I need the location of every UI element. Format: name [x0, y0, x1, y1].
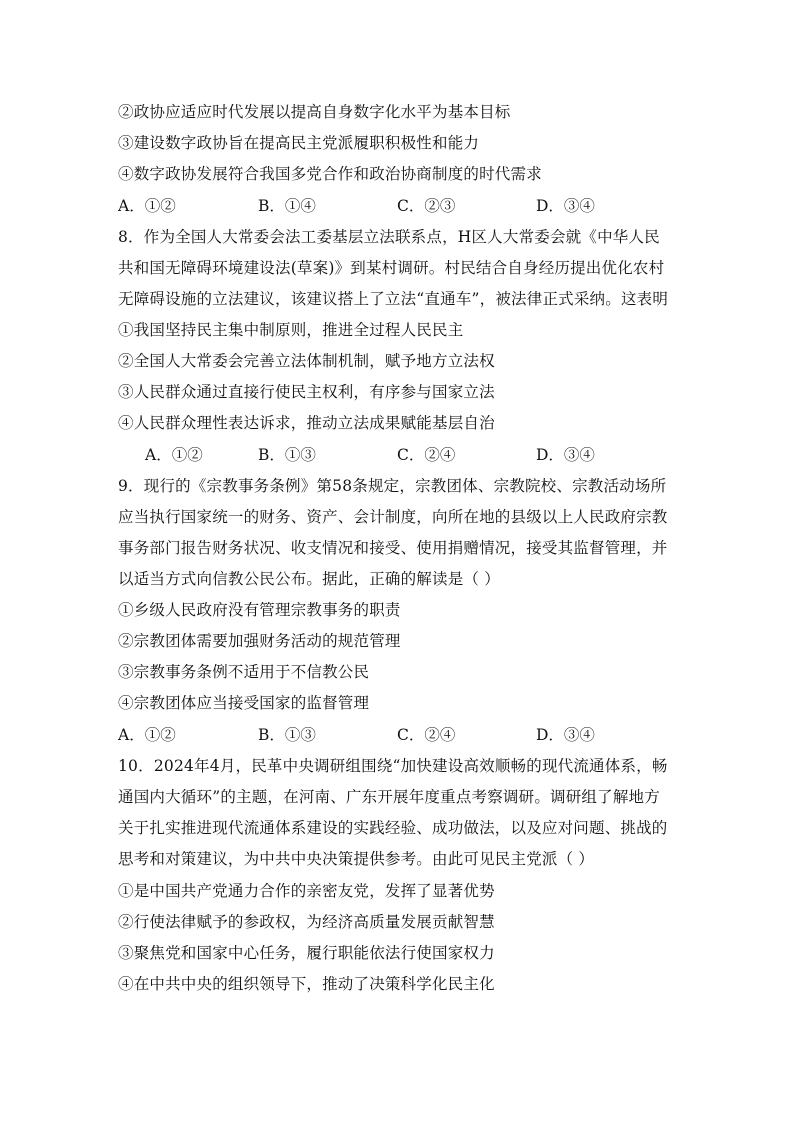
- q8-option-b: B．①③: [258, 446, 316, 464]
- q7-option-d: D．③④: [536, 197, 595, 215]
- q9-stem-line-4: 以适当方式向信教公民公布。据此，正确的解读是（ ）: [118, 570, 500, 588]
- q10-item-2: ②行使法律赋予的参政权，为经济高质量发展贡献智慧: [118, 913, 495, 931]
- q8-stem-line-3: 无障碍设施的立法建议，该建议搭上了立法“直通车”，被法律正式采纳。这表明: [118, 290, 669, 308]
- q8-option-d: D．③④: [536, 446, 595, 464]
- q10-stem-line-3: 关于扎实推进现代流通体系建设的实践经验、成功做法，以及应对问题、挑战的: [118, 819, 668, 837]
- q8-item-1: ①我国坚持民主集中制原则，推进全过程人民民主: [118, 321, 464, 339]
- q9-stem-line-3: 事务部门报告财务状况、收支情况和接受、使用捐赠情况，接受其监督管理，并: [118, 539, 668, 557]
- q9-item-3: ③宗教事务条例不适用于不信教公民: [118, 663, 370, 681]
- q9-item-1: ①乡级人民政府没有管理宗教事务的职责: [118, 601, 401, 619]
- q8-option-c: C．②④: [397, 446, 456, 464]
- q10-item-1: ①是中国共产党通力合作的亲密友党，发挥了显著优势: [118, 882, 495, 900]
- q9-stem-line-1: 9．现行的《宗教事务条例》第58条规定，宗教团体、宗教院校、宗教活动场所: [118, 477, 667, 495]
- q8-option-a: A．①②: [145, 446, 203, 464]
- q9-option-b: B．①③: [258, 726, 316, 744]
- q10-stem-line-1: 10．2024年4月，民革中央调研组围绕“加快建设高效顺畅的现代流通体系，畅: [118, 757, 668, 775]
- q8-item-4: ④人民群众理性表达诉求，推动立法成果赋能基层自治: [118, 414, 495, 432]
- q9-option-c: C．②④: [397, 726, 456, 744]
- q8-item-2: ②全国人大常委会完善立法体制机制，赋予地方立法权: [118, 352, 495, 370]
- q7-option-a: A．①②: [118, 197, 176, 215]
- q7-option-c: C．②③: [397, 197, 456, 215]
- q7-item-2: ②政协应适应时代发展以提高自身数字化水平为基本目标: [118, 103, 511, 121]
- q8-item-3: ③人民群众通过直接行使民主权利，有序参与国家立法: [118, 383, 495, 401]
- q10-stem-line-2: 通国内大循环”的主题，在河南、广东开展年度重点考察调研。调研组了解地方: [118, 788, 660, 806]
- q9-option-a: A．①②: [118, 726, 176, 744]
- q9-stem-line-2: 应当执行国家统一的财务、资产、会计制度，向所在地的县级以上人民政府宗教: [118, 508, 668, 526]
- q7-item-3: ③建设数字政协旨在提高民主党派履职积极性和能力: [118, 134, 480, 152]
- q10-stem-line-4: 思考和对策建议，为中共中央决策提供参考。由此可见民主党派（ ）: [118, 850, 595, 868]
- q10-item-3: ③聚焦党和国家中心任务，履行职能依法行使国家权力: [118, 944, 495, 962]
- q10-item-4: ④在中共中央的组织领导下，推动了决策科学化民主化: [118, 975, 495, 993]
- q9-options: [118, 724, 688, 746]
- q9-item-4: ④宗教团体应当接受国家的监督管理: [118, 694, 370, 712]
- q8-stem-line-2: 共和国无障碍环境建设法(草案)》到某村调研。村民结合自身经历提出优化农村: [118, 259, 665, 277]
- q7-options: [118, 195, 688, 217]
- q9-item-2: ②宗教团体需要加强财务活动的规范管理: [118, 632, 401, 650]
- q7-option-b: B．①④: [258, 197, 316, 215]
- q8-stem-line-1: 8．作为全国人大常委会法工委基层立法联系点，H区人大常委会就《中华人民: [118, 228, 660, 246]
- q7-item-4: ④数字政协发展符合我国多党合作和政治协商制度的时代需求: [118, 165, 542, 183]
- q9-option-d: D．③④: [536, 726, 595, 744]
- q8-options: [145, 444, 715, 466]
